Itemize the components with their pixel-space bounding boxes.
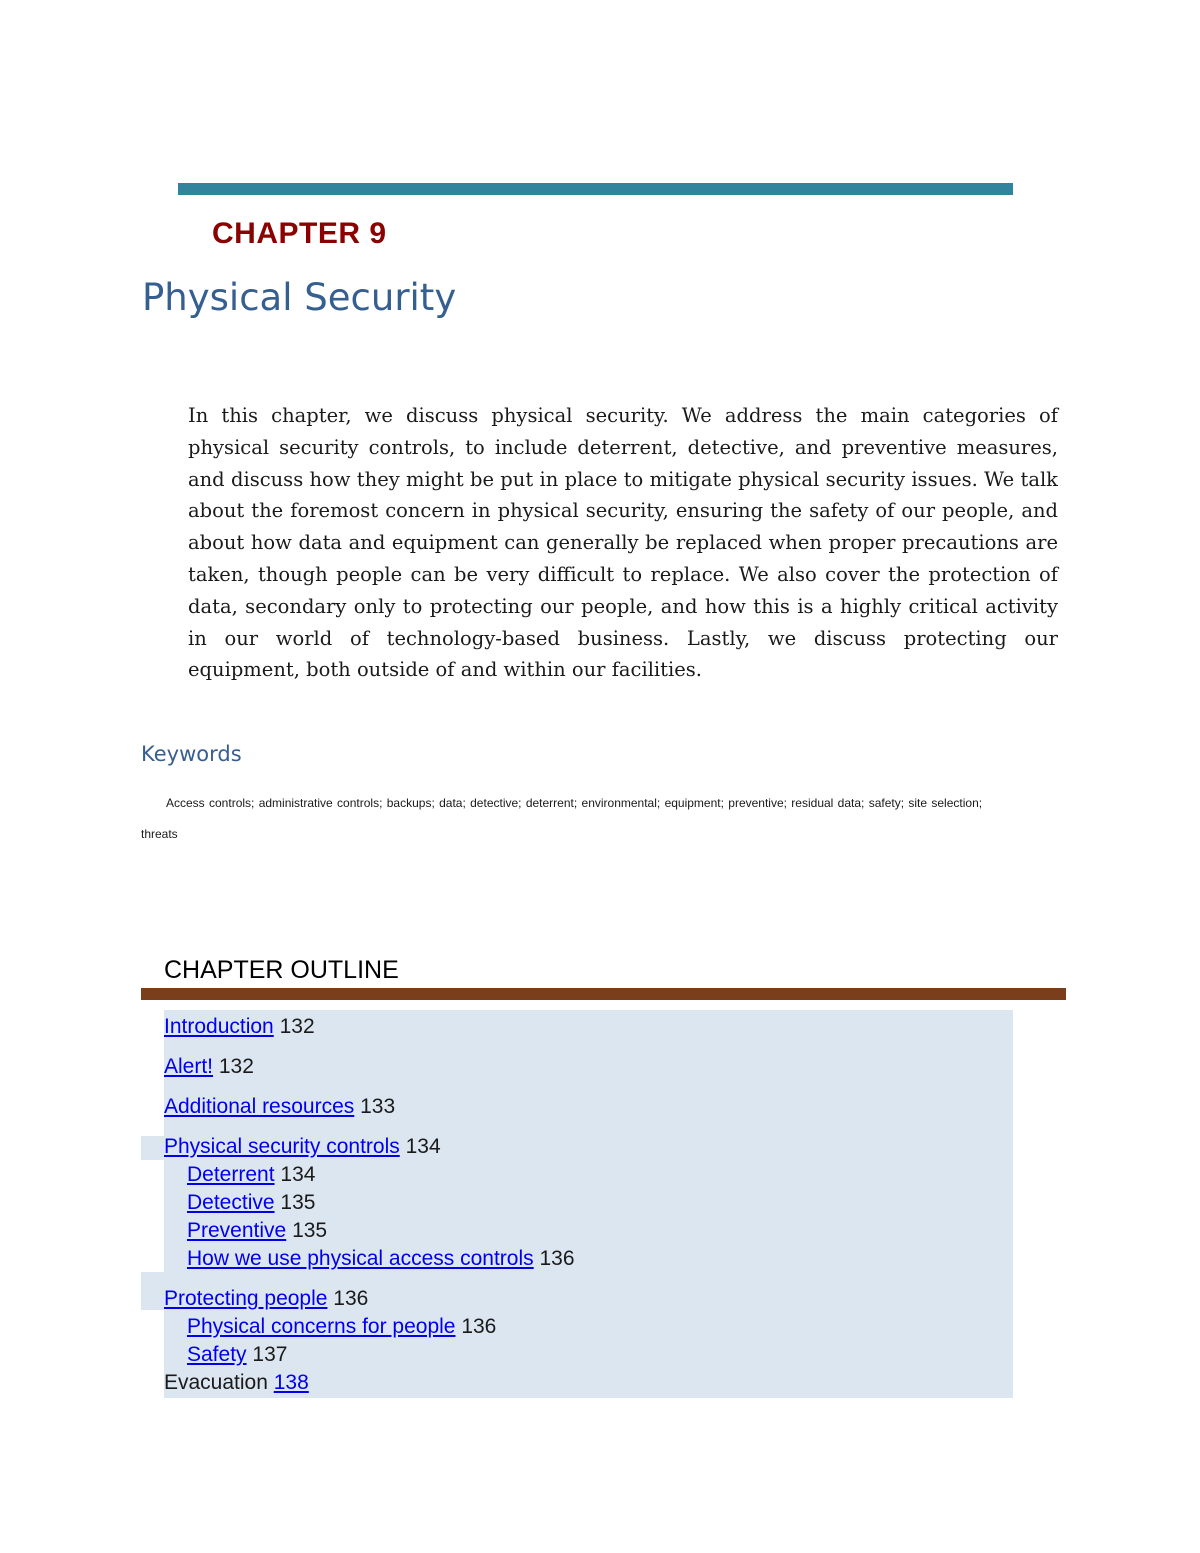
toc-page-number: 136 [333,1287,369,1310]
toc-entry [164,1286,368,1312]
chapter-number: CHAPTER 9 [212,217,387,250]
toc-entry [187,1246,575,1272]
toc-link-detective[interactable]: Detective [187,1191,275,1214]
toc-link-introduction[interactable]: Introduction [164,1015,274,1038]
toc-page-number: 137 [252,1343,288,1366]
keywords-heading: Keywords [141,742,242,766]
toc-entry [164,1370,309,1396]
toc-entry [187,1218,327,1244]
toc-page-number: 136 [539,1247,575,1270]
toc-link-physical-access-controls[interactable]: How we use physical access controls [187,1247,534,1270]
toc-entry [187,1342,287,1368]
toc-page-number: 132 [279,1015,315,1038]
toc-page-number: 132 [218,1055,254,1078]
toc-entry [187,1162,315,1188]
keywords-list: Access controls; administrative controls; backups; data; detective; deterrent; environmental; equipment; preventive; residual data; safety; site selection; threats [141,796,983,841]
toc-entry [187,1314,496,1340]
toc-link-safety[interactable]: Safety [187,1343,247,1366]
toc-link-physical-concerns[interactable]: Physical concerns for people [187,1315,456,1338]
chapter-top-rule [178,183,1013,195]
toc-entry [164,1134,441,1160]
toc-link-physical-security-controls[interactable]: Physical security controls [164,1135,400,1158]
toc-entry [164,1094,395,1120]
toc-link-preventive[interactable]: Preventive [187,1219,287,1242]
outline-rule [141,988,1066,1000]
chapter-title: Physical Security [142,276,457,319]
outline-box-tab [141,1272,165,1310]
toc-entry [187,1190,315,1216]
toc-page-number: 135 [280,1191,316,1214]
toc-page-number: 134 [405,1135,441,1158]
toc-link-evacuation-page[interactable]: 138 [273,1371,309,1394]
toc-link-deterrent[interactable]: Deterrent [187,1163,275,1186]
chapter-abstract: In this chapter, we discuss physical security. We address the main categories of physical security controls, to include deterrent, detective, and preventive measures, and discuss how they might be put in place to mitigate physical security issues. We talk about the foremost concern in physical security, ensuring the safety of our people, and about how data and equipment can generally be replaced when proper precautions are taken, though people can be very difficult to replace. We also cover the protection of data, secondary only to protecting our people, and how this is a highly critical activity in our world of technology-based business. Lastly, we discuss protecting our equipment, both outside of and within our facilities. [188,404,1058,682]
toc-entry [164,1054,254,1080]
toc-page-number: 135 [292,1219,328,1242]
toc-page-number: 134 [280,1163,316,1186]
toc-link-protecting-people[interactable]: Protecting people [164,1287,328,1310]
toc-entry-title: Evacuation [164,1371,268,1394]
toc-link-alert[interactable]: Alert! [164,1055,214,1078]
outline-box-tab [141,1136,165,1160]
outline-heading: CHAPTER OUTLINE [164,956,399,984]
toc-entry [164,1014,315,1040]
toc-link-additional-resources[interactable]: Additional resources [164,1095,355,1118]
toc-page-number: 133 [360,1095,396,1118]
toc-page-number: 136 [461,1315,497,1338]
